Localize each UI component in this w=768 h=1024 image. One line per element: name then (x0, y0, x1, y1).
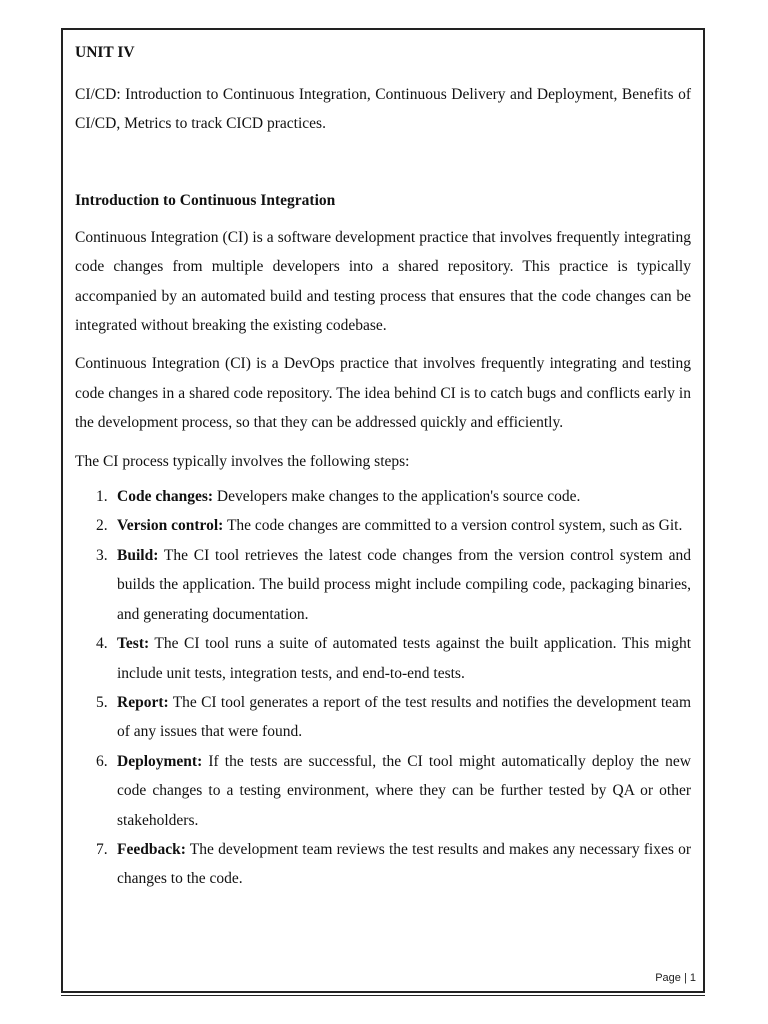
list-item (75, 541, 691, 629)
step-term: Code changes: (117, 488, 214, 506)
list-number: 5. (96, 693, 108, 711)
step-text: If the tests are successful, the CI tool might automatically deploy the new code changes to a testing environment, where they can be further tested by QA or other stakeholders. (117, 752, 691, 829)
list-item (75, 688, 691, 747)
step-text: The development team reviews the test results and makes any necessary fixes or changes to the code. (117, 840, 691, 888)
page-number: Page | 1 (655, 972, 696, 984)
step-text: The CI tool generates a report of the test results and notifies the development team of any issues that were found. (117, 693, 691, 741)
step-term: Version control: (117, 517, 224, 535)
document-body (75, 40, 691, 894)
step-term: Report: (117, 693, 169, 711)
list-item (75, 482, 691, 511)
list-number: 6. (96, 752, 108, 770)
list-item (75, 747, 691, 835)
list-number: 2. (96, 517, 108, 535)
list-number: 3. (96, 546, 108, 564)
list-item (75, 629, 691, 688)
steps-list (75, 482, 691, 894)
paragraph-1: Continuous Integration (CI) is a software development practice that involves frequently integrating code changes from multiple developers into a shared repository. This practice is typically accompanied by an automated build and testing process that ensures that the code changes can be integrated without breaking the existing codebase. (75, 228, 691, 335)
list-item (75, 835, 691, 894)
list-number: 4. (96, 635, 108, 653)
step-text: The CI tool retrieves the latest code changes from the version control system and builds the application. The build process might include compiling code, packaging binaries, and generating documentation. (117, 546, 691, 623)
step-text: The CI tool runs a suite of automated tests against the built application. This might include unit tests, integration tests, and end-to-end tests. (117, 635, 691, 682)
step-term: Feedback: (117, 840, 186, 858)
step-text: The code changes are committed to a version control system, such as Git. (223, 517, 683, 535)
list-number: 7. (96, 840, 108, 858)
section-heading: Introduction to Continuous Integration (75, 191, 336, 209)
step-term: Deployment: (117, 752, 203, 770)
unit-title: UNIT IV (75, 44, 135, 61)
steps-intro: The CI process typically involves the following steps: (75, 452, 410, 470)
list-number: 1. (96, 488, 108, 506)
list-item (75, 511, 691, 540)
step-text: Developers make changes to the application's source code. (213, 488, 581, 506)
unit-overview: CI/CD: Introduction to Continuous Integration, Continuous Delivery and Deployment, Benefits of CI/CD, Metrics to track CICD practices. (75, 86, 691, 133)
step-term: Build: (117, 546, 159, 564)
step-term: Test: (117, 635, 150, 653)
paragraph-2: Continuous Integration (CI) is a DevOps practice that involves frequently integrating and testing code changes in a shared code repository. The idea behind CI is to catch bugs and conflicts early in the development process, so that they can be addressed quickly and efficiently. (75, 355, 691, 432)
